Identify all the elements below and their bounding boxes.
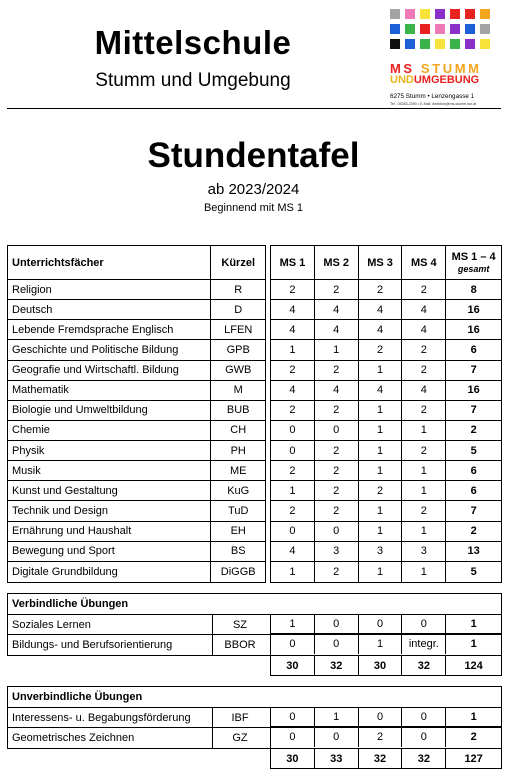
logo-square xyxy=(420,24,430,34)
subject-abbr: ME xyxy=(229,464,247,477)
start-note: Beginnend mit MS 1 xyxy=(203,202,304,214)
header-ms2: MS 2 xyxy=(315,246,359,279)
hours-ms1: 1 xyxy=(271,614,315,633)
subject-name: Biologie und Umweltbildung xyxy=(8,401,211,420)
subject-name: Chemie xyxy=(8,421,211,440)
hours-total: 6 xyxy=(470,464,477,477)
subject-abbr: M xyxy=(233,384,243,397)
hours-total: 6 xyxy=(470,484,477,497)
unverbindlich-title: Unverbindliche Übungen xyxy=(12,691,143,703)
logo-subline xyxy=(390,75,479,86)
subject-row xyxy=(8,522,265,542)
school-name: Mittelschule xyxy=(94,24,292,61)
subject-abbr: TuD xyxy=(228,505,249,518)
hours-ms4: 2 xyxy=(402,441,446,460)
header-row-left xyxy=(8,246,265,280)
total-all: 124 xyxy=(464,659,483,672)
hours-ms3: 1 xyxy=(359,361,403,380)
hours-ms3: 1 xyxy=(359,421,403,440)
hours-ms4: 3 xyxy=(402,542,446,561)
hours-ms4: 0 xyxy=(402,727,446,747)
hours-total: 2 xyxy=(470,731,477,743)
header-ms1: MS 1 xyxy=(271,246,315,279)
unverbindlich-hours xyxy=(270,707,502,749)
hours-row xyxy=(271,361,501,381)
hours-ms3: 1 xyxy=(359,634,403,654)
hours-ms2: 2 xyxy=(315,461,359,480)
hours-ms4: 4 xyxy=(402,300,446,319)
hours-ms4: 1 xyxy=(402,522,446,541)
header-divider xyxy=(7,108,501,109)
subject-name: Deutsch xyxy=(8,300,211,319)
hours-ms3: 1 xyxy=(359,401,403,420)
hours-row xyxy=(271,522,501,542)
hours-ms3: 4 xyxy=(359,381,403,400)
hours-ms3: 3 xyxy=(359,542,403,561)
hours-total: 5 xyxy=(470,444,477,457)
logo-square xyxy=(450,39,460,49)
hours-row xyxy=(271,300,501,320)
hours-ms4: 4 xyxy=(402,381,446,400)
subject-abbr: DiGGB xyxy=(220,565,256,578)
hours-row xyxy=(271,542,501,562)
hours-row xyxy=(271,707,501,727)
logo-square xyxy=(390,24,400,34)
subject-abbr: SZ xyxy=(232,618,248,631)
subject-abbr: BUB xyxy=(226,404,250,417)
subject-abbr: R xyxy=(234,283,243,296)
hours-ms2: 4 xyxy=(315,320,359,339)
subject-row xyxy=(8,481,265,501)
subjects-table xyxy=(7,245,266,583)
total-ms2: 32 xyxy=(315,656,359,675)
hours-ms4: 2 xyxy=(402,361,446,380)
hours-ms2: 0 xyxy=(315,634,359,654)
hours-total: 7 xyxy=(470,364,477,377)
hours-ms1: 0 xyxy=(271,421,315,440)
subject-abbr: BS xyxy=(230,545,246,558)
hours-ms3: 1 xyxy=(359,461,403,480)
subject-abbr: D xyxy=(234,303,243,316)
header-abbr: Kürzel xyxy=(221,256,256,269)
subject-row xyxy=(8,300,265,320)
hours-row xyxy=(271,320,501,340)
subject-name: Musik xyxy=(8,461,211,480)
hours-total: 16 xyxy=(467,303,480,316)
hours-ms1: 0 xyxy=(271,634,315,654)
total-ms4: 32 xyxy=(402,656,446,675)
hours-row xyxy=(271,340,501,360)
hours-ms4: 1 xyxy=(402,562,446,582)
logo-square xyxy=(480,39,490,49)
header-total xyxy=(446,246,501,279)
hours-ms3: 1 xyxy=(359,522,403,541)
hours-total: 6 xyxy=(470,343,477,356)
verbindlich-title-row xyxy=(8,594,501,615)
subject-abbr: BBOR xyxy=(224,639,256,651)
hours-ms4: 2 xyxy=(402,401,446,420)
header-subject: Unterrichtsfächer xyxy=(8,246,211,279)
subject-abbr: CH xyxy=(230,424,247,437)
logo-square xyxy=(465,24,475,34)
hours-ms3: 0 xyxy=(359,707,403,726)
school-year: ab 2023/2024 xyxy=(207,181,300,198)
hours-ms4: 0 xyxy=(402,707,446,726)
hours-ms3: 2 xyxy=(359,727,403,747)
totals-row xyxy=(271,656,501,675)
hours-row xyxy=(271,421,501,441)
hours-ms3: 2 xyxy=(359,280,403,299)
total-ms4: 32 xyxy=(402,749,446,768)
subject-name: Geometrisches Zeichnen xyxy=(8,728,213,748)
hours-ms1: 2 xyxy=(271,361,315,380)
hours-row xyxy=(271,727,501,747)
hours-total: 2 xyxy=(470,424,477,437)
hours-ms1: 4 xyxy=(271,320,315,339)
hours-ms1: 0 xyxy=(271,522,315,541)
subject-row xyxy=(8,401,265,421)
hours-ms2: 4 xyxy=(315,381,359,400)
hours-ms4: 1 xyxy=(402,461,446,480)
hours-row xyxy=(271,501,501,521)
hours-ms2: 0 xyxy=(315,727,359,747)
subject-abbr: GPB xyxy=(226,343,250,356)
hours-ms1: 0 xyxy=(271,727,315,747)
logo-square xyxy=(420,39,430,49)
hours-row xyxy=(271,634,501,654)
subject-abbr: KuG xyxy=(227,484,250,497)
subject-row xyxy=(8,461,265,481)
logo-stumm-text: STUMM xyxy=(420,61,482,76)
page-title: Stundentafel xyxy=(147,136,360,175)
subject-name: Physik xyxy=(8,441,211,460)
school-logo xyxy=(388,9,500,109)
logo-square xyxy=(480,24,490,34)
hours-row xyxy=(271,381,501,401)
logo-square xyxy=(390,39,400,49)
hours-ms1: 1 xyxy=(271,562,315,582)
total-ms1: 30 xyxy=(271,749,315,768)
header-total-sub: gesamt xyxy=(457,263,490,274)
hours-ms1: 2 xyxy=(271,501,315,520)
hours-ms2: 3 xyxy=(315,542,359,561)
hours-row xyxy=(271,562,501,582)
hours-row xyxy=(271,441,501,461)
hours-ms2: 2 xyxy=(315,562,359,582)
subject-row xyxy=(8,501,265,521)
subject-row xyxy=(8,361,265,381)
hours-ms4: 1 xyxy=(402,481,446,500)
subject-abbr: GWB xyxy=(225,364,252,377)
logo-ms-text: MS xyxy=(390,61,415,76)
hours-row xyxy=(271,280,501,300)
total-ms2: 33 xyxy=(315,749,359,768)
hours-ms1: 2 xyxy=(271,461,315,480)
total-ms3: 30 xyxy=(359,656,403,675)
subject-row xyxy=(8,421,265,441)
unverbindlich-title-row xyxy=(8,687,501,708)
subject-name: Soziales Lernen xyxy=(8,615,213,634)
subject-row xyxy=(8,542,265,562)
hours-ms1: 4 xyxy=(271,542,315,561)
verbindlich-totals xyxy=(270,655,502,676)
header-total-label: MS 1 – 4 xyxy=(451,250,496,263)
hours-ms1: 0 xyxy=(271,441,315,460)
hours-ms1: 1 xyxy=(271,340,315,359)
hours-ms3: 1 xyxy=(359,441,403,460)
hours-ms1: 0 xyxy=(271,707,315,726)
logo-square xyxy=(435,24,445,34)
hours-ms2: 0 xyxy=(315,522,359,541)
hours-table xyxy=(270,245,502,583)
subject-name: Digitale Grundbildung xyxy=(8,562,211,582)
header-row-right xyxy=(271,246,501,280)
hours-ms2: 2 xyxy=(315,401,359,420)
logo-square xyxy=(405,39,415,49)
total-ms1: 30 xyxy=(271,656,315,675)
verbindlich-title: Verbindliche Übungen xyxy=(12,598,129,610)
hours-total: 8 xyxy=(470,283,477,296)
hours-row xyxy=(271,481,501,501)
subject-row xyxy=(8,562,265,582)
subject-name: Geschichte und Politische Bildung xyxy=(8,340,211,359)
subject-abbr: IBF xyxy=(231,711,249,724)
hours-total: 16 xyxy=(467,384,480,397)
hours-total: 7 xyxy=(470,505,477,518)
logo-und-text: UND xyxy=(390,74,414,86)
logo-square xyxy=(435,9,445,19)
hours-total: 7 xyxy=(470,404,477,417)
logo-square xyxy=(450,9,460,19)
hours-ms2: 2 xyxy=(315,501,359,520)
hours-ms3: 4 xyxy=(359,320,403,339)
logo-square xyxy=(435,39,445,49)
unverbindlich-totals xyxy=(270,748,502,769)
hours-ms2: 2 xyxy=(315,280,359,299)
logo-square xyxy=(465,39,475,49)
hours-ms3: 2 xyxy=(359,340,403,359)
hours-ms2: 4 xyxy=(315,300,359,319)
subject-name: Geografie und Wirtschaftl. Bildung xyxy=(8,361,211,380)
school-subtitle: Stumm und Umgebung xyxy=(95,70,291,91)
subject-name: Ernährung und Haushalt xyxy=(8,522,211,541)
subject-name: Kunst und Gestaltung xyxy=(8,481,211,500)
hours-ms2: 0 xyxy=(315,614,359,633)
total-all: 127 xyxy=(464,752,483,765)
logo-square xyxy=(420,9,430,19)
hours-ms4: 2 xyxy=(402,340,446,359)
hours-ms1: 2 xyxy=(271,401,315,420)
hours-ms4: 2 xyxy=(402,501,446,520)
hours-ms1: 4 xyxy=(271,300,315,319)
hours-ms4: 1 xyxy=(402,421,446,440)
header-ms3: MS 3 xyxy=(359,246,403,279)
subject-name: Religion xyxy=(8,280,211,299)
verbindlich-hours xyxy=(270,614,502,656)
hours-ms2: 2 xyxy=(315,481,359,500)
hours-ms4: integr. xyxy=(402,634,446,654)
subject-row xyxy=(8,381,265,401)
logo-square xyxy=(390,9,400,19)
hours-total: 1 xyxy=(470,638,477,650)
hours-ms2: 0 xyxy=(315,421,359,440)
school-contact: Tel.: 05283-2390 • E-Mail: direktion@ms-stumm.tsn.at xyxy=(390,102,476,106)
hours-ms4: 0 xyxy=(402,614,446,633)
subject-name: Bewegung und Sport xyxy=(8,542,211,561)
subject-row xyxy=(8,340,265,360)
subject-abbr: LFEN xyxy=(224,323,253,336)
hours-total: 13 xyxy=(467,545,480,558)
subject-row xyxy=(8,320,265,340)
totals-row xyxy=(271,749,501,768)
subject-name: Bildungs- und Berufsorientierung xyxy=(8,635,213,655)
subject-name: Mathematik xyxy=(8,381,211,400)
subject-name: Lebende Fremdsprache Englisch xyxy=(8,320,211,339)
hours-total: 5 xyxy=(470,565,477,578)
hours-ms3: 1 xyxy=(359,562,403,582)
hours-total: 1 xyxy=(470,617,477,630)
hours-ms3: 2 xyxy=(359,481,403,500)
hours-ms4: 4 xyxy=(402,320,446,339)
subject-abbr: EH xyxy=(230,525,246,538)
hours-total: 1 xyxy=(470,710,477,723)
header-ms4: MS 4 xyxy=(402,246,446,279)
hours-ms2: 1 xyxy=(315,707,359,726)
subject-name: Interessens- u. Begabungsförderung xyxy=(8,708,213,727)
hours-ms2: 2 xyxy=(315,361,359,380)
school-address: 6275 Stumm • Lenzengasse 1 xyxy=(390,93,475,100)
logo-square xyxy=(450,24,460,34)
hours-ms2: 1 xyxy=(315,340,359,359)
subject-row xyxy=(8,280,265,300)
hours-ms1: 2 xyxy=(271,280,315,299)
hours-total: 2 xyxy=(470,525,477,538)
hours-row xyxy=(271,614,501,634)
logo-square xyxy=(405,9,415,19)
hours-ms1: 1 xyxy=(271,481,315,500)
subject-row xyxy=(8,441,265,461)
hours-row xyxy=(271,401,501,421)
subject-abbr: GZ xyxy=(232,732,248,744)
hours-ms3: 0 xyxy=(359,614,403,633)
subject-name: Technik und Design xyxy=(8,501,211,520)
logo-square xyxy=(480,9,490,19)
subject-abbr: PH xyxy=(230,444,246,457)
logo-square xyxy=(405,24,415,34)
logo-square xyxy=(465,9,475,19)
hours-ms1: 4 xyxy=(271,381,315,400)
total-ms3: 32 xyxy=(359,749,403,768)
hours-ms3: 4 xyxy=(359,300,403,319)
hours-ms2: 2 xyxy=(315,441,359,460)
hours-total: 16 xyxy=(467,323,480,336)
hours-ms4: 2 xyxy=(402,280,446,299)
hours-ms3: 1 xyxy=(359,501,403,520)
hours-row xyxy=(271,461,501,481)
logo-umgebung-text: UMGEBUNG xyxy=(413,74,480,86)
